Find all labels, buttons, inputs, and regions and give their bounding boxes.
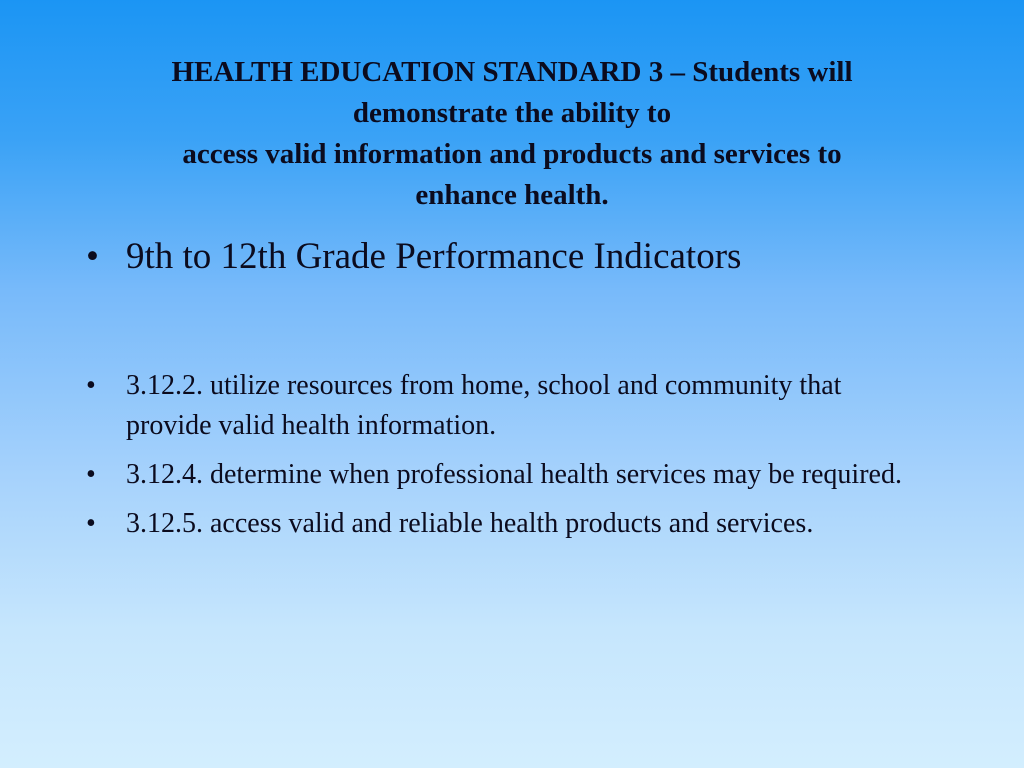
title-line-3: access valid information and products and services to [182,138,842,170]
bullet-icon: • [86,236,99,277]
list-item-indicator [86,366,926,446]
title-line-2: demonstrate the ability to [352,97,672,129]
title-line-1: HEALTH EDUCATION STANDARD 3 – Students will [171,56,853,88]
indicator-text: 3.12.4. determine when professional health services may be required. [126,459,902,490]
indicator-text: 3.12.5. access valid and reliable health products and services. [126,508,814,539]
bullet-icon: • [86,508,96,539]
list-item-indicator [86,455,926,495]
list-item-grade-heading [86,230,926,284]
slide-title [80,52,944,216]
list-item-indicator [86,504,926,544]
indicator-text: 3.12.2. utilize resources from home, school and community that provide valid health information. [126,370,842,441]
grade-heading-text: 9th to 12th Grade Performance Indicators [126,236,742,277]
bullet-icon: • [86,459,96,490]
bullet-list [86,230,926,553]
bullet-icon: • [86,370,96,401]
title-line-4: enhance health. [415,179,609,211]
